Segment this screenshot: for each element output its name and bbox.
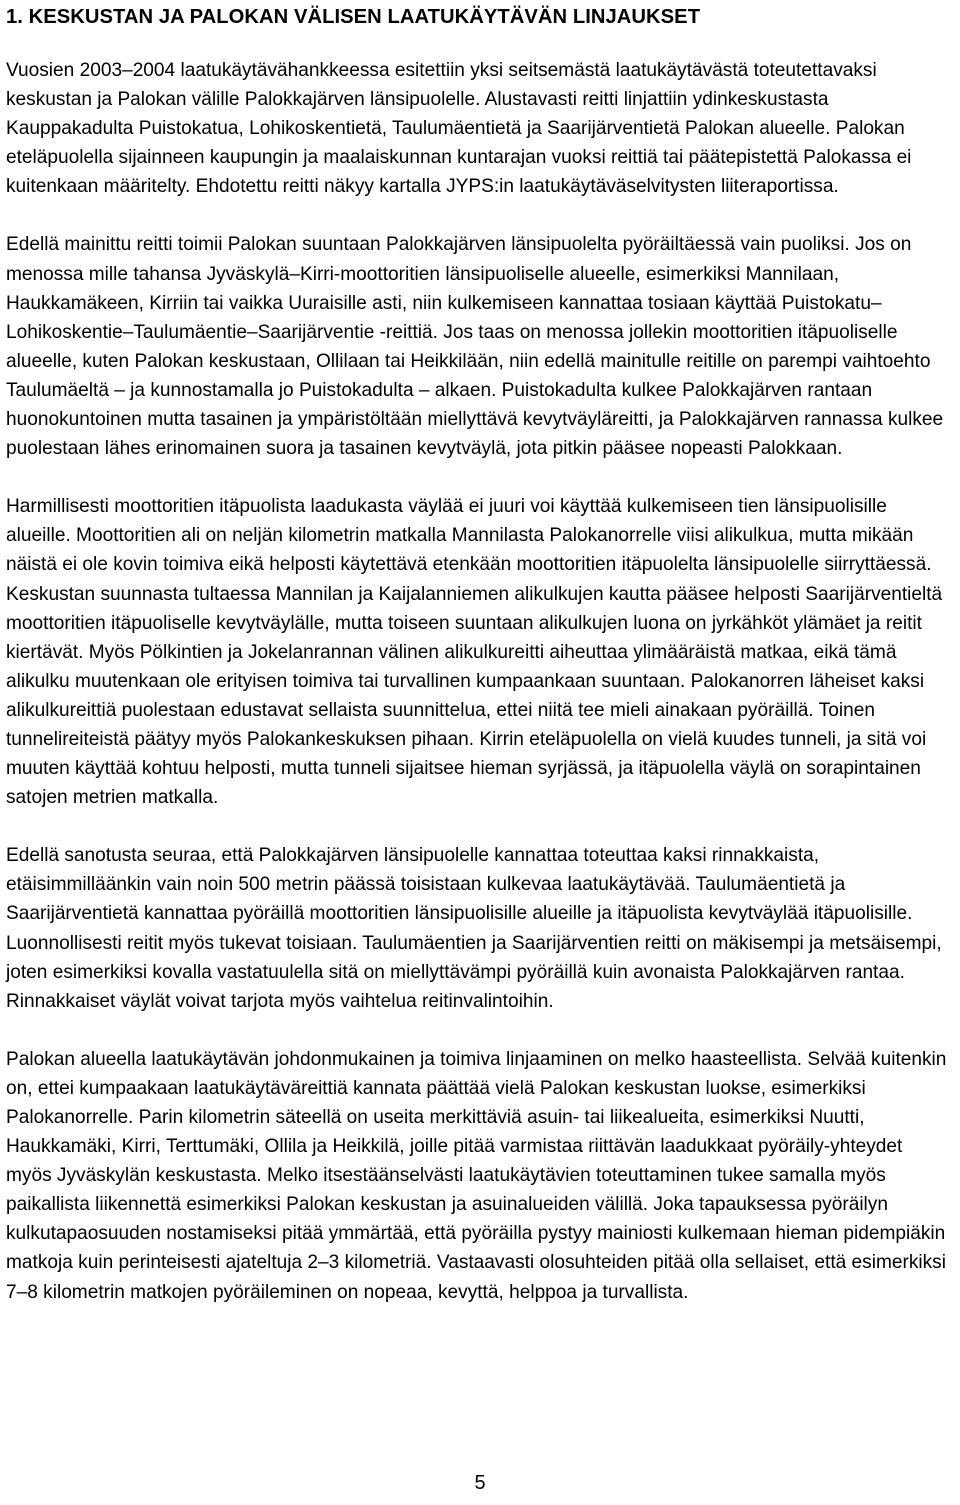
paragraph-parallel-routes: Edellä sanotusta seuraa, että Palokkajärven länsipuolelle kannattaa toteuttaa kaksi rinnakkaista, etäisimmilläänkin vain noin 500 metrin päässä toisistaan kulkevaa laatukäytävää. Taulumäentietä ja Saarijärventietä kannattaa pyöräillä moottoritien länsipuolisille alueille ja itäpuolista kevytväylää itäpuolisille. Luonnollisesti reitit myös tukevat toisiaan. Taulumäentien ja Saarijärventien reitti on mäkisempi ja metsäisempi, joten esimerkiksi kovalla vastatuulella sitä on miellyttävämpi pyöräillä kuin avonaista Palokkajärven rantaa. Rinnakkaiset väylät voivat tarjota myös vaihtelua reitinvalintoihin.	[6, 845, 942, 1012]
section-heading: 1. KESKUSTAN JA PALOKAN VÄLISEN LAATUKÄYTÄVÄN LINJAUKSET	[6, 6, 701, 28]
paragraph-palokka-area: Palokan alueella laatukäytävän johdonmukainen ja toimiva linjaaminen on melko haasteellista. Selvää kuitenkin on, ettei kumpaakaan laatukäytäväreittiä kannata päättää vielä Palokan keskustan luokse, esimerkiksi Palokanorrelle. Parin kilometrin säteellä on useita merkittäviä asuin- tai liikealueita, esimerkiksi Nuutti, Haukkamäki, Kirri, Terttumäki, Ollila ja Heikkilä, joille pitää varmistaa riittävän laadukkaat pyöräily-yhteydet myös Jyväskylän keskustasta. Melko itsestäänselvästi laatukäytävien toteuttaminen tukee samalla myös paikallista liikennettä esimerkiksi Palokan keskustan ja asuinalueiden välillä. Joka tapauksessa pyöräilyn kulkutapaosuuden nostamiseksi pitää ymmärtää, että pyöräilla pystyy mainiosti kulkemaan hieman pidempiäkin matkoja kuin perinteisesti ajateltuja 2–3 kilometriä. Vastaavasti olosuhteiden pitää olla sellaiset, että esimerkiksi 7–8 kilometrin matkojen pyöräileminen on nopeaa, kevyttä, helppoa ja turvallista.	[6, 1048, 947, 1303]
document-page	[6, 0, 952, 1307]
paragraph-underpasses: Harmillisesti moottoritien itäpuolista laadukasta väylää ei juuri voi käyttää kulkemiseen tien länsipuolisille alueille. Moottoritien ali on neljän kilometrin matkalla Mannilasta Palokanorrelle viisi alikulkua, mutta mikään näistä ei ole kovin toimiva eikä helposti käytettävä etenkään moottoritien itäpuolelta länsipuolelle siirryttäessä. Keskustan suunnasta tultaessa Mannilan ja Kaijalanniemen alikulkujen kautta pääsee helposti Saarijärventieltä moottoritien itäpuoliselle kevytväylälle, mutta toiseen suuntaan alikulkujen luona on jyrkähköt ylämäet ja reitit kiertävät. Myös Pölkintien ja Jokelanrannan välinen alikulkureitti aiheuttaa ylimääräistä matkaa, eikä tämä alikulku muutenkaan ole erityisen toimiva tai turvallinen kumpaankaan suuntaan. Palokanorren läheiset kaksi alikulkureittiä puolestaan edustavat sellaista suunnittelua, ettei niitä tee mieli ainakaan pyöräillä. Toinen tunnelireiteistä päätyy myös Palokankeskuksen pihaan. Kirrin eteläpuolella on vielä kuudes tunneli, ja sitä voi muuten käyttää kohtuu helposti, mutta tunneli sijaitsee hieman syrjässä, ja itäpuolella väylä on sorapintainen satojen metrien matkalla.	[6, 496, 943, 809]
paragraph-west-route: Edellä mainittu reitti toimii Palokan suuntaan Palokkajärven länsipuolelta pyöräiltäessä vain puoliksi. Jos on menossa mille tahansa Jyväskylä–Kirri-moottoritien länsipuoliselle alueelle, esimerkiksi Mannilaan, Haukkamäkeen, Kirriin tai vaikka Uuraisille asti, niin kulkemiseen kannattaa tosiaan käyttää Puistokatu–Lohikoskentie–Taulumäentie–Saarijärventie -reittiä. Jos taas on menossa jollekin moottoritien itäpuoliselle alueelle, kuten Palokan keskustaan, Ollilaan tai Heikkilään, niin edellä mainitulle reitille on parempi vaihtoehto Taulumäeltä – ja kunnostamalla jo Puistokadulta – alkaen. Puistokadulta kulkee Palokkajärven rantaan huonokuntoinen mutta tasainen ja ympäristöltään miellyttävä kevytväyläreitti, ja Palokkajärven rannassa kulkee puolestaan lähes erinomainen suora ja tasainen kevytväylä, jota pitkin pääsee nopeasti Palokkaan.	[6, 234, 944, 460]
page-number: 5	[474, 1472, 486, 1494]
paragraph-route-history: Vuosien 2003–2004 laatukäytävähankkeessa esitettiin yksi seitsemästä laatukäytävästä toteutettavaksi keskustan ja Palokan välille Palokkajärven länsipuolelle. Alustavasti reitti linjattiin ydinkeskustasta Kauppakadulta Puistokatua, Lohikoskentietä, Taulumäentietä ja Saarijärventietä Palokan alueelle. Palokan eteläpuolella sijainneen kaupungin ja maalaiskunnan kuntarajan vuoksi reittiä tai päätepistettä Palokassa ei kuitenkaan määritelty. Ehdotettu reitti näkyy kartalla JYPS:in laatukäytäväselvitysten liiteraportissa.	[6, 60, 912, 198]
